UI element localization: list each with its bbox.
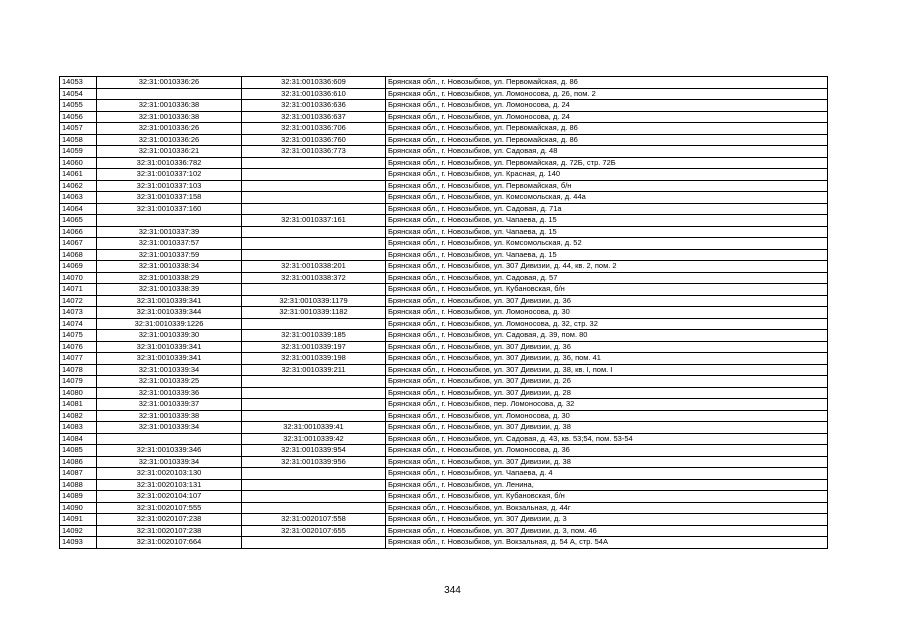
- table-row: [60, 215, 828, 227]
- table-row: [60, 433, 828, 445]
- cell-object-cadastral-number: [242, 537, 386, 549]
- table-row: [60, 525, 828, 537]
- cell-land-cadastral-number: 32:31:0010336:21: [97, 146, 242, 158]
- cell-address: Брянская обл., г. Новозыбков, ул. Ломоносова, д. 32, стр. 32: [386, 318, 828, 330]
- cell-object-cadastral-number: 32:31:0010339:185: [242, 330, 386, 342]
- cell-row-number: 14059: [60, 146, 97, 158]
- cell-address: Брянская обл., г. Новозыбков, ул. Первомайская, д. 86: [386, 123, 828, 135]
- cell-row-number: 14087: [60, 468, 97, 480]
- table-row: [60, 203, 828, 215]
- table-row: [60, 318, 828, 330]
- cell-row-number: 14089: [60, 491, 97, 503]
- cell-address: Брянская обл., г. Новозыбков, ул. 307 Дивизии, д. 38: [386, 456, 828, 468]
- cell-address: Брянская обл., г. Новозыбков, ул. 307 Дивизии, д. 36: [386, 341, 828, 353]
- cell-land-cadastral-number: 32:31:0010336:38: [97, 111, 242, 123]
- cell-land-cadastral-number: 32:31:0020107:238: [97, 514, 242, 526]
- cell-row-number: 14078: [60, 364, 97, 376]
- cell-address: Брянская обл., г. Новозыбков, ул. Ломоносова, д. 24: [386, 111, 828, 123]
- cell-object-cadastral-number: [242, 410, 386, 422]
- cell-row-number: 14084: [60, 433, 97, 445]
- page-number: 344: [444, 585, 461, 596]
- table-row: [60, 307, 828, 319]
- table-row: [60, 502, 828, 514]
- table-row: [60, 192, 828, 204]
- cell-address: Брянская обл., г. Новозыбков, ул. Чапаева, д. 15: [386, 249, 828, 261]
- cell-row-number: 14088: [60, 479, 97, 491]
- cell-land-cadastral-number: 32:31:0010339:34: [97, 456, 242, 468]
- cell-address: Брянская обл., г. Новозыбков, ул. Ломоносова, д. 26, пом. 2: [386, 88, 828, 100]
- table-row: [60, 376, 828, 388]
- cell-row-number: 14073: [60, 307, 97, 319]
- cell-row-number: 14079: [60, 376, 97, 388]
- table-row: [60, 111, 828, 123]
- cell-address: Брянская обл., г. Новозыбков, ул. 307 Дивизии, д. 26: [386, 376, 828, 388]
- table-row: [60, 88, 828, 100]
- cell-land-cadastral-number: 32:31:0010339:38: [97, 410, 242, 422]
- cell-row-number: 14071: [60, 284, 97, 296]
- table-row: [60, 180, 828, 192]
- cell-address: Брянская обл., г. Новозыбков, ул. Ломоносова, д. 36: [386, 445, 828, 457]
- cell-address: Брянская обл., г. Новозыбков, ул. Чапаева, д. 4: [386, 468, 828, 480]
- cell-land-cadastral-number: 32:31:0010339:25: [97, 376, 242, 388]
- cell-land-cadastral-number: 32:31:0020107:664: [97, 537, 242, 549]
- cell-object-cadastral-number: [242, 203, 386, 215]
- table-row: [60, 514, 828, 526]
- cell-address: Брянская обл., г. Новозыбков, ул. Вокзальная, д. 44г: [386, 502, 828, 514]
- table-row: [60, 157, 828, 169]
- cell-object-cadastral-number: [242, 502, 386, 514]
- cell-address: Брянская обл., г. Новозыбков, ул. 307 Дивизии, д. 3, пом. 46: [386, 525, 828, 537]
- cell-object-cadastral-number: 32:31:0010339:197: [242, 341, 386, 353]
- cell-row-number: 14086: [60, 456, 97, 468]
- cell-land-cadastral-number: 32:31:0010339:34: [97, 364, 242, 376]
- cell-land-cadastral-number: 32:31:0010339:344: [97, 307, 242, 319]
- cell-land-cadastral-number: 32:31:0010339:341: [97, 353, 242, 365]
- cell-land-cadastral-number: 32:31:0020103:130: [97, 468, 242, 480]
- cell-object-cadastral-number: [242, 318, 386, 330]
- cell-address: Брянская обл., г. Новозыбков, ул. Первомайская, д. 72Б, стр. 72Б: [386, 157, 828, 169]
- table-row: [60, 387, 828, 399]
- cell-address: Брянская обл., г. Новозыбков, ул. 307 Дивизии, д. 36, пом. 41: [386, 353, 828, 365]
- cell-object-cadastral-number: 32:31:0020107:558: [242, 514, 386, 526]
- cell-address: Брянская обл., г. Новозыбков, ул. 307 Дивизии, д. 28: [386, 387, 828, 399]
- cell-land-cadastral-number: 32:31:0010338:39: [97, 284, 242, 296]
- cell-land-cadastral-number: 32:31:0010337:102: [97, 169, 242, 181]
- cell-land-cadastral-number: [97, 88, 242, 100]
- table-row: [60, 100, 828, 112]
- table-row: [60, 77, 828, 89]
- table-row: [60, 134, 828, 146]
- table-row: [60, 491, 828, 503]
- cell-object-cadastral-number: [242, 226, 386, 238]
- cell-row-number: 14067: [60, 238, 97, 250]
- cell-address: Брянская обл., г. Новозыбков, ул. Садовая, д. 57: [386, 272, 828, 284]
- cell-row-number: 14077: [60, 353, 97, 365]
- cell-land-cadastral-number: 32:31:0020107:238: [97, 525, 242, 537]
- cell-land-cadastral-number: 32:31:0010339:346: [97, 445, 242, 457]
- cell-object-cadastral-number: 32:31:0010339:198: [242, 353, 386, 365]
- cell-object-cadastral-number: [242, 491, 386, 503]
- cell-object-cadastral-number: 32:31:0010336:760: [242, 134, 386, 146]
- table-row: [60, 468, 828, 480]
- cell-land-cadastral-number: 32:31:0010337:160: [97, 203, 242, 215]
- cell-object-cadastral-number: [242, 169, 386, 181]
- cell-object-cadastral-number: 32:31:0010338:372: [242, 272, 386, 284]
- cell-address: Брянская обл., г. Новозыбков, ул. Чапаева, д. 15: [386, 226, 828, 238]
- cell-land-cadastral-number: 32:31:0010339:34: [97, 422, 242, 434]
- cell-row-number: 14076: [60, 341, 97, 353]
- cell-row-number: 14060: [60, 157, 97, 169]
- cell-address: Брянская обл., г. Новозыбков, ул. 307 Дивизии, д. 38, кв. I, пом. I: [386, 364, 828, 376]
- table-row: [60, 261, 828, 273]
- table-row: [60, 123, 828, 135]
- cell-row-number: 14055: [60, 100, 97, 112]
- cell-land-cadastral-number: 32:31:0010336:26: [97, 77, 242, 89]
- cell-land-cadastral-number: 32:31:0010336:26: [97, 123, 242, 135]
- cell-land-cadastral-number: 32:31:0010336:782: [97, 157, 242, 169]
- cell-object-cadastral-number: 32:31:0010336:610: [242, 88, 386, 100]
- cell-object-cadastral-number: 32:31:0010339:1182: [242, 307, 386, 319]
- table-row: [60, 479, 828, 491]
- cell-object-cadastral-number: 32:31:0010338:201: [242, 261, 386, 273]
- cell-address: Брянская обл., г. Новозыбков, ул. Садовая, д. 39, пом. 80: [386, 330, 828, 342]
- cell-object-cadastral-number: [242, 284, 386, 296]
- cell-address: Брянская обл., г. Новозыбков, ул. Комсомольская, д. 44а: [386, 192, 828, 204]
- cell-row-number: 14068: [60, 249, 97, 261]
- cell-address: Брянская обл., г. Новозыбков, ул. Чапаева, д. 15: [386, 215, 828, 227]
- table-row: [60, 537, 828, 549]
- cell-row-number: 14090: [60, 502, 97, 514]
- table-row: [60, 422, 828, 434]
- cell-row-number: 14081: [60, 399, 97, 411]
- cell-row-number: 14057: [60, 123, 97, 135]
- cell-object-cadastral-number: [242, 387, 386, 399]
- cell-address: Брянская обл., г. Новозыбков, ул. Ломоносова, д. 30: [386, 410, 828, 422]
- table-row: [60, 364, 828, 376]
- registry-table: [59, 76, 828, 549]
- table-row: [60, 341, 828, 353]
- cell-object-cadastral-number: 32:31:0010336:706: [242, 123, 386, 135]
- cell-row-number: 14093: [60, 537, 97, 549]
- cell-land-cadastral-number: 32:31:0010337:103: [97, 180, 242, 192]
- table-row: [60, 330, 828, 342]
- table-row: [60, 295, 828, 307]
- cell-land-cadastral-number: 32:31:0010336:38: [97, 100, 242, 112]
- cell-row-number: 14062: [60, 180, 97, 192]
- cell-object-cadastral-number: 32:31:0020107:655: [242, 525, 386, 537]
- cell-row-number: 14066: [60, 226, 97, 238]
- table-row: [60, 410, 828, 422]
- registry-table-body: [60, 77, 828, 549]
- cell-land-cadastral-number: 32:31:0020107:555: [97, 502, 242, 514]
- cell-land-cadastral-number: 32:31:0010339:37: [97, 399, 242, 411]
- cell-land-cadastral-number: 32:31:0010339:1226: [97, 318, 242, 330]
- cell-address: Брянская обл., г. Новозыбков, пер. Ломоносова, д. 32: [386, 399, 828, 411]
- cell-address: Брянская обл., г. Новозыбков, ул. Красная, д. 140: [386, 169, 828, 181]
- cell-address: Брянская обл., г. Новозыбков, ул. 307 Дивизии, д. 36: [386, 295, 828, 307]
- cell-row-number: 14065: [60, 215, 97, 227]
- cell-row-number: 14075: [60, 330, 97, 342]
- cell-address: Брянская обл., г. Новозыбков, ул. Садовая, д. 71а: [386, 203, 828, 215]
- cell-object-cadastral-number: 32:31:0010339:954: [242, 445, 386, 457]
- cell-row-number: 14091: [60, 514, 97, 526]
- cell-land-cadastral-number: [97, 433, 242, 445]
- table-row: [60, 284, 828, 296]
- cell-address: Брянская обл., г. Новозыбков, ул. Первомайская, д. 86: [386, 134, 828, 146]
- cell-object-cadastral-number: 32:31:0010336:609: [242, 77, 386, 89]
- cell-row-number: 14082: [60, 410, 97, 422]
- cell-address: Брянская обл., г. Новозыбков, ул. 307 Дивизии, д. 44, кв. 2, пом. 2: [386, 261, 828, 273]
- cell-row-number: 14056: [60, 111, 97, 123]
- cell-object-cadastral-number: [242, 399, 386, 411]
- cell-object-cadastral-number: [242, 468, 386, 480]
- cell-land-cadastral-number: 32:31:0010339:36: [97, 387, 242, 399]
- cell-address: Брянская обл., г. Новозыбков, ул. Садовая, д. 48: [386, 146, 828, 158]
- cell-object-cadastral-number: 32:31:0010336:637: [242, 111, 386, 123]
- cell-row-number: 14061: [60, 169, 97, 181]
- cell-address: Брянская обл., г. Новозыбков, ул. Первомайская, д. 86: [386, 77, 828, 89]
- table-row: [60, 353, 828, 365]
- cell-object-cadastral-number: 32:31:0010336:636: [242, 100, 386, 112]
- cell-land-cadastral-number: 32:31:0010338:29: [97, 272, 242, 284]
- cell-land-cadastral-number: 32:31:0010337:57: [97, 238, 242, 250]
- cell-object-cadastral-number: [242, 479, 386, 491]
- cell-land-cadastral-number: 32:31:0010336:26: [97, 134, 242, 146]
- cell-row-number: 14072: [60, 295, 97, 307]
- cell-row-number: 14053: [60, 77, 97, 89]
- cell-object-cadastral-number: [242, 157, 386, 169]
- cell-address: Брянская обл., г. Новозыбков, ул. 307 Дивизии, д. 38: [386, 422, 828, 434]
- cell-row-number: 14069: [60, 261, 97, 273]
- cell-row-number: 14058: [60, 134, 97, 146]
- cell-object-cadastral-number: [242, 376, 386, 388]
- cell-object-cadastral-number: 32:31:0010339:42: [242, 433, 386, 445]
- cell-land-cadastral-number: 32:31:0020103:131: [97, 479, 242, 491]
- cell-object-cadastral-number: [242, 249, 386, 261]
- cell-object-cadastral-number: 32:31:0010336:773: [242, 146, 386, 158]
- cell-row-number: 14092: [60, 525, 97, 537]
- cell-object-cadastral-number: 32:31:0010339:1179: [242, 295, 386, 307]
- cell-row-number: 14083: [60, 422, 97, 434]
- cell-row-number: 14070: [60, 272, 97, 284]
- cell-land-cadastral-number: 32:31:0010338:34: [97, 261, 242, 273]
- table-row: [60, 169, 828, 181]
- cell-address: Брянская обл., г. Новозыбков, ул. Ленина,: [386, 479, 828, 491]
- cell-address: Брянская обл., г. Новозыбков, ул. Первомайская, б/н: [386, 180, 828, 192]
- cell-row-number: 14054: [60, 88, 97, 100]
- cell-row-number: 14085: [60, 445, 97, 457]
- cell-address: Брянская обл., г. Новозыбков, ул. Садовая, д. 43, кв. 53;54, пом. 53-54: [386, 433, 828, 445]
- table-row: [60, 226, 828, 238]
- cell-object-cadastral-number: [242, 180, 386, 192]
- table-row: [60, 445, 828, 457]
- cell-object-cadastral-number: 32:31:0010337:161: [242, 215, 386, 227]
- table-row: [60, 399, 828, 411]
- cell-address: Брянская обл., г. Новозыбков, ул. Вокзальная, д. 54 А, стр. 54А: [386, 537, 828, 549]
- cell-address: Брянская обл., г. Новозыбков, ул. 307 Дивизии, д. 3: [386, 514, 828, 526]
- cell-land-cadastral-number: [97, 215, 242, 227]
- cell-row-number: 14074: [60, 318, 97, 330]
- cell-land-cadastral-number: 32:31:0010339:30: [97, 330, 242, 342]
- cell-land-cadastral-number: 32:31:0010339:341: [97, 295, 242, 307]
- cell-row-number: 14063: [60, 192, 97, 204]
- table-row: [60, 238, 828, 250]
- cell-object-cadastral-number: 32:31:0010339:41: [242, 422, 386, 434]
- cell-address: Брянская обл., г. Новозыбков, ул. Комсомольская, д. 52: [386, 238, 828, 250]
- table-row: [60, 249, 828, 261]
- cell-object-cadastral-number: 32:31:0010339:211: [242, 364, 386, 376]
- cell-object-cadastral-number: 32:31:0010339:956: [242, 456, 386, 468]
- cell-row-number: 14080: [60, 387, 97, 399]
- cell-land-cadastral-number: 32:31:0010337:158: [97, 192, 242, 204]
- cell-address: Брянская обл., г. Новозыбков, ул. Ломоносова, д. 24: [386, 100, 828, 112]
- cell-address: Брянская обл., г. Новозыбков, ул. Ломоносова, д. 30: [386, 307, 828, 319]
- cell-land-cadastral-number: 32:31:0010337:59: [97, 249, 242, 261]
- table-row: [60, 272, 828, 284]
- cell-address: Брянская обл., г. Новозыбков, ул. Кубановская, б/н: [386, 284, 828, 296]
- cell-address: Брянская обл., г. Новозыбков, ул. Кубановская, б/н: [386, 491, 828, 503]
- cell-row-number: 14064: [60, 203, 97, 215]
- cell-land-cadastral-number: 32:31:0020104:107: [97, 491, 242, 503]
- cell-land-cadastral-number: 32:31:0010337:39: [97, 226, 242, 238]
- cell-object-cadastral-number: [242, 192, 386, 204]
- table-row: [60, 456, 828, 468]
- cell-land-cadastral-number: 32:31:0010339:341: [97, 341, 242, 353]
- cell-object-cadastral-number: [242, 238, 386, 250]
- table-row: [60, 146, 828, 158]
